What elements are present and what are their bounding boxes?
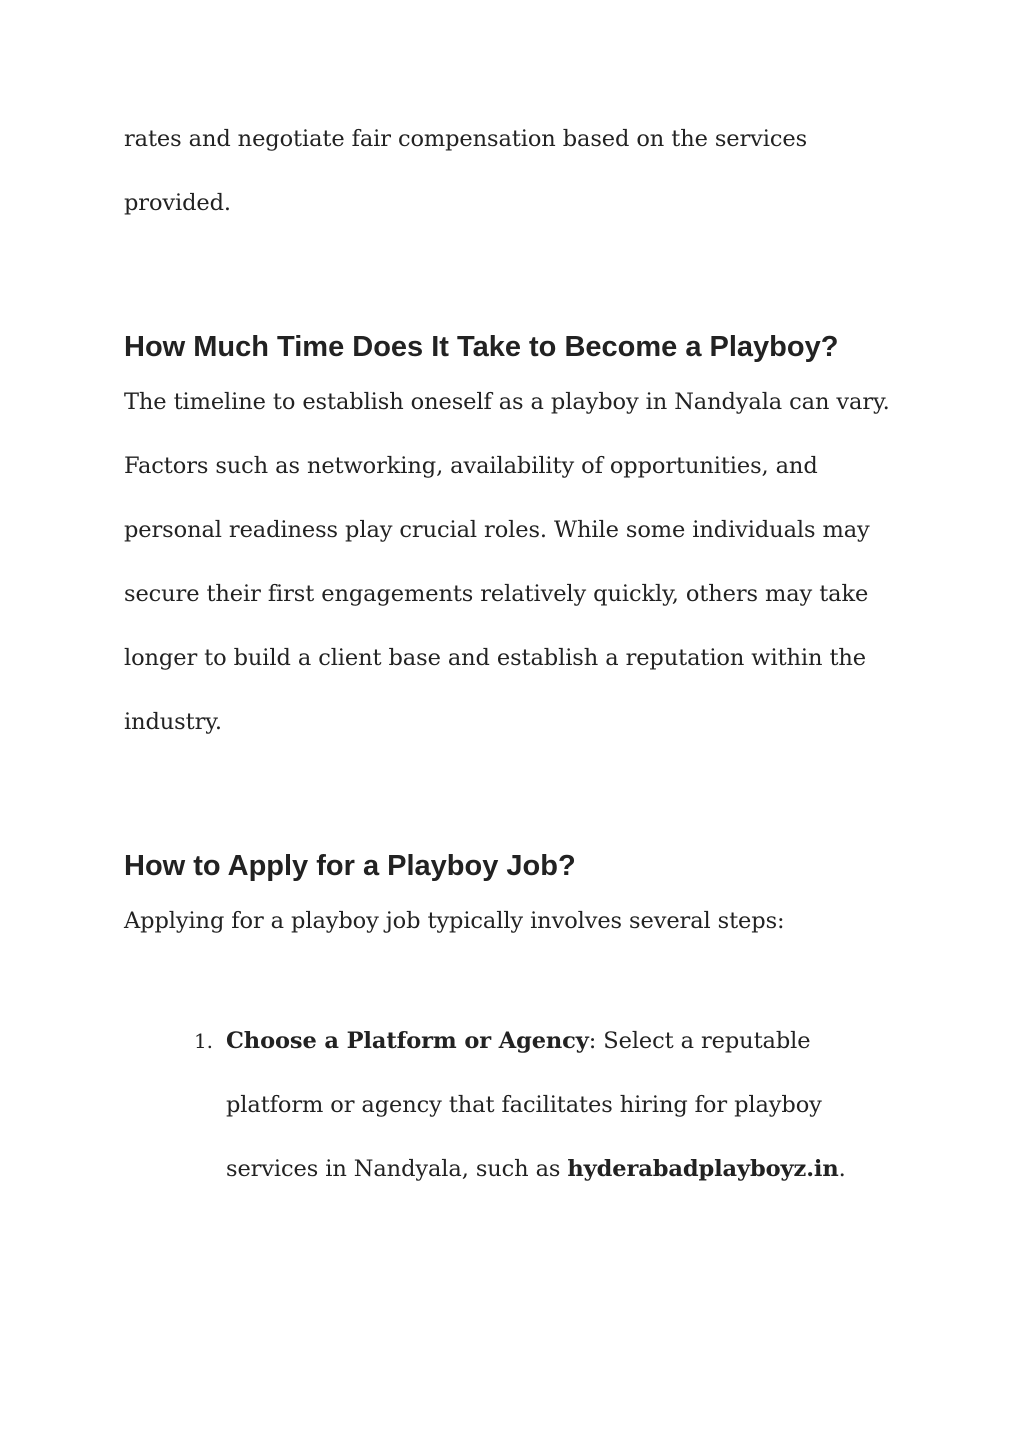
paragraph-line: secure their first engagements relatively quickly, others may take [124, 581, 869, 607]
intro-paragraph [124, 107, 914, 235]
paragraph-line: The timeline to establish oneself as a playboy in Nandyala can vary. [124, 389, 890, 415]
section-heading-time: How Much Time Does It Take to Become a Playboy? [124, 331, 839, 363]
list-item-title: Choose a Platform or Agency [226, 1028, 589, 1054]
paragraph-line: industry. [124, 709, 222, 735]
section-paragraph-apply: Applying for a playboy job typically involves several steps: [124, 908, 785, 934]
section-paragraph-time [124, 370, 914, 754]
list-item-number: 1. [194, 1029, 213, 1053]
intro-line-2: provided. [124, 190, 231, 216]
list-item-text: : Select a reputable [588, 1028, 811, 1054]
list-item-text: services in Nandyala, such as [226, 1156, 568, 1182]
paragraph-line: longer to build a client base and establish a reputation within the [124, 645, 866, 671]
paragraph-line: Factors such as networking, availability of opportunities, and [124, 453, 818, 479]
document-page [124, 0, 914, 1446]
list-item-text: platform or agency that facilitates hiring for playboy [226, 1092, 822, 1118]
intro-line-1: rates and negotiate fair compensation based on the services [124, 126, 808, 152]
site-link[interactable]: hyderabadplayboyz.in [567, 1156, 839, 1182]
paragraph-line: personal readiness play crucial roles. While some individuals may [124, 517, 870, 543]
section-heading-apply: How to Apply for a Playboy Job? [124, 850, 576, 882]
list-item [124, 1009, 866, 1201]
steps-list [124, 1009, 914, 1201]
list-item-end: . [838, 1156, 846, 1182]
